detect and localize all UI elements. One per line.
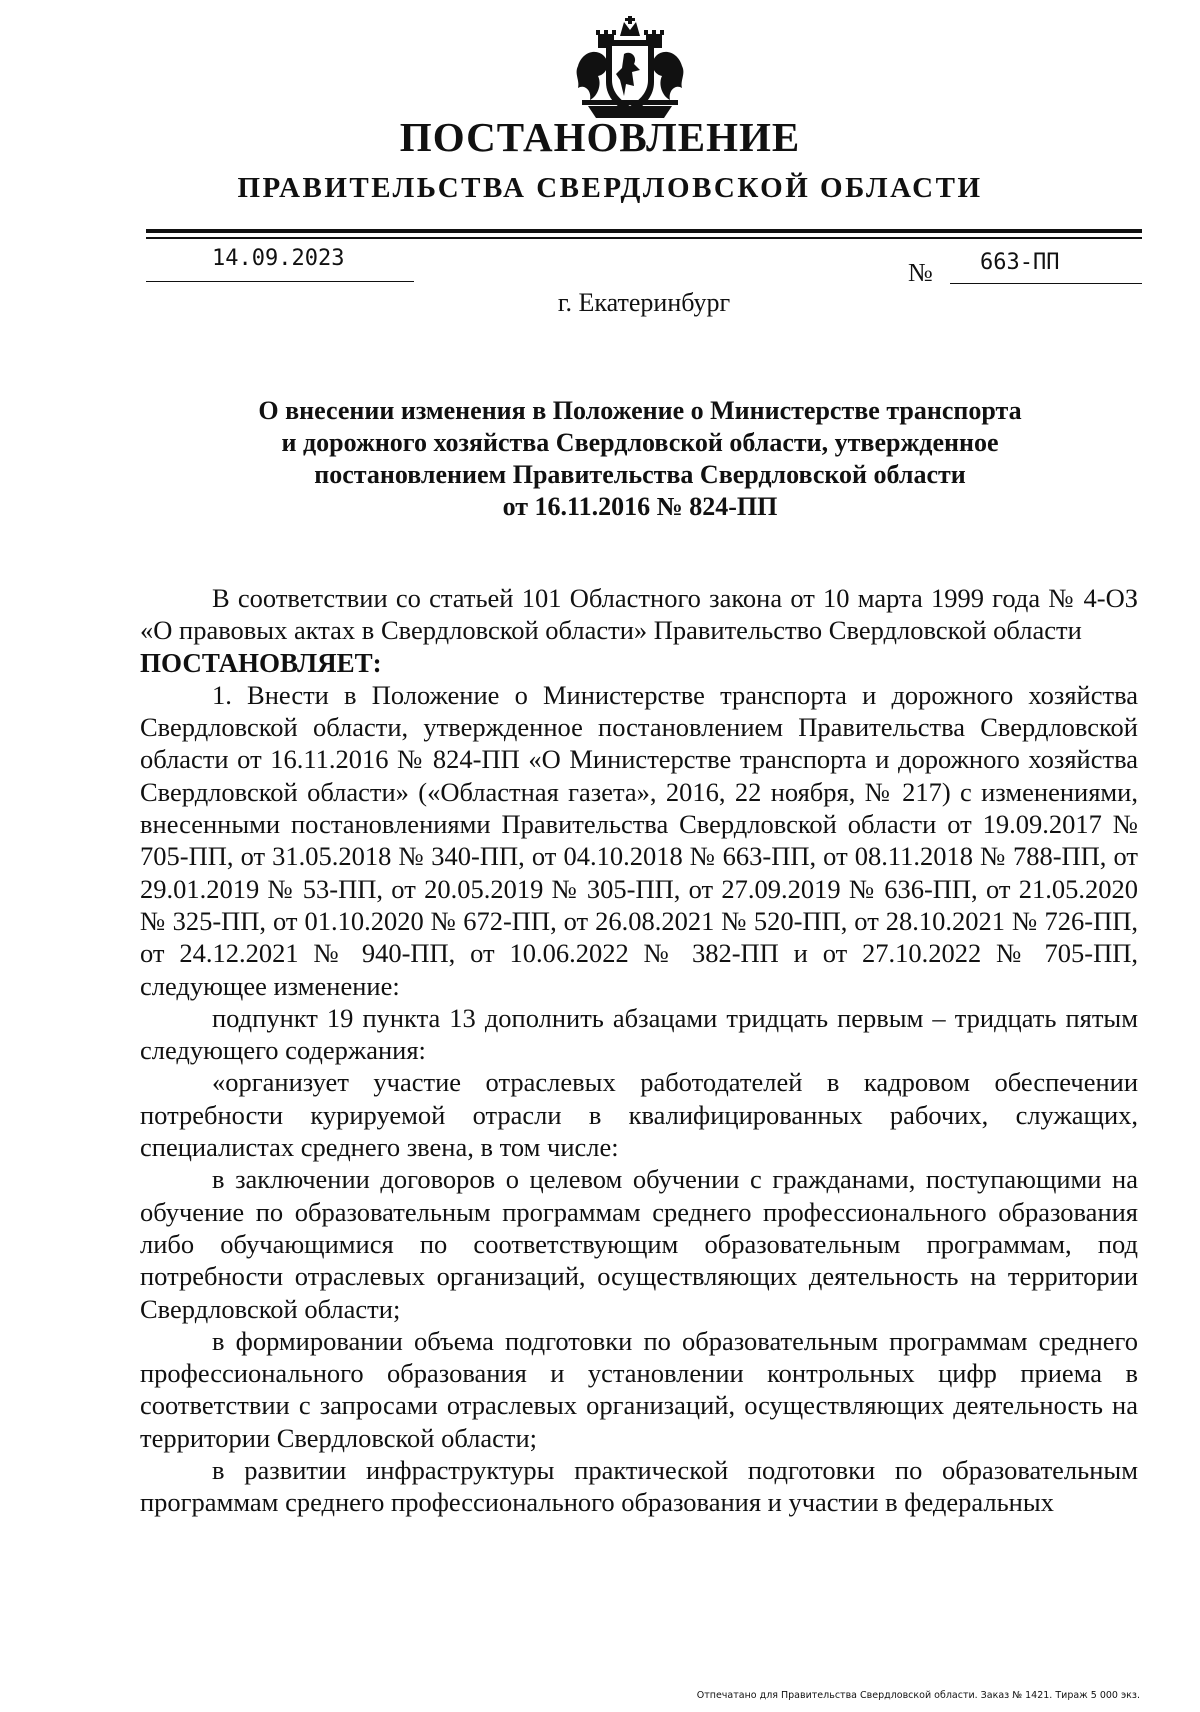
body-paragraph: подпункт 19 пункта 13 дополнить абзацами тридцать первым – тридцать пятым следующего содержания: (140, 1002, 1138, 1066)
body-paragraph: в заключении договоров о целевом обучении с гражданами, поступающими на обучение по образовательным программам среднего профессионального образования либо обучающимися по соответствующим образовательным программам, под потребности отраслевых организаций, осуществляющих деятельность на территории Свердловской области; (140, 1164, 1138, 1324)
document-number: 663-ПП (980, 250, 1060, 275)
number-sign: № (908, 258, 933, 287)
number-underline (950, 283, 1142, 284)
body-paragraph: в развитии инфраструктуры практической подготовки по образовательным программам среднего профессионального образования и участии в федеральных (140, 1455, 1138, 1518)
document-date: 14.09.2023 (212, 246, 345, 271)
heading-line: О внесении изменения в Положение о Министерстве транспорта (258, 396, 1022, 425)
date-underline (146, 281, 414, 282)
document-type-title: ПОСТАНОВЛЕНИЕ (399, 114, 801, 160)
decree-keyword: ПОСТАНОВЛЯЕТ: (140, 647, 382, 678)
header-divider-thin (146, 237, 1142, 239)
print-footer: Отпечатано для Правительства Свердловской области. Заказ № 1421. Тираж 5 000 экз. (696, 1690, 1140, 1701)
item-1-paragraph: 1. Внести в Положение о Министерстве транспорта и дорожного хозяйства Свердловской области, утвержденное постановлением Правительства Свердловской области от 16.11.2016 № 824-ПП «О Министерстве транспорта и дорожного хозяйства Свердловской области» («Областная газета», 2016, 22 ноября, № 217) с изменениями, внесенными постановлениями Правительства Свердловской области от 19.09.2017 № 705-ПП, от 31.05.2018 № 340-ПП, от 04.10.2018 № 663-ПП, от 08.11.2018 № 788-ПП, от 29.01.2019 № 53-ПП, от 20.05.2019 № 305-ПП, от 27.09.2019 № 636-ПП, от 21.05.2020 № 325-ПП, от 01.10.2020 № 672-ПП, от 26.08.2021 № 520-ПП, от 28.10.2021 № 726-ПП, от 24.12.2021 № 940-ПП, от 10.06.2022 № 382-ПП и от 27.10.2022 № 705-ПП, следующее изменение: (140, 679, 1138, 1001)
document-heading (200, 395, 1080, 523)
issuer-subtitle: ПРАВИТЕЛЬСТВА СВЕРДЛОВСКОЙ ОБЛАСТИ (237, 172, 983, 204)
issue-city: г. Екатеринбург (557, 288, 731, 317)
document-body (140, 582, 1138, 1519)
heading-line: и дорожного хозяйства Свердловской области, утвержденное (281, 428, 999, 457)
body-paragraph: «организует участие отраслевых работодателей в кадровом обеспечении потребности курируемой отрасли в квалифицированных рабочих, служащих, специалистах среднего звена, в том числе: (140, 1067, 1138, 1163)
header-divider-thick (146, 229, 1142, 233)
coat-of-arms-icon (568, 14, 692, 124)
preamble-paragraph: В соответствии со статьей 101 Областного закона от 10 марта 1999 года № 4-ОЗ «О правовых актах в Свердловской области» Правительство Свердловской области (140, 583, 1138, 646)
body-paragraph: в формировании объема подготовки по образовательным программам среднего профессионального образования и установлении контрольных цифр приема в соответствии с запросами отраслевых организаций, осуществляющих деятельность на территории Свердловской области; (140, 1325, 1138, 1453)
heading-line: от 16.11.2016 № 824-ПП (502, 492, 778, 521)
heading-line: постановлением Правительства Свердловской области (314, 460, 966, 489)
